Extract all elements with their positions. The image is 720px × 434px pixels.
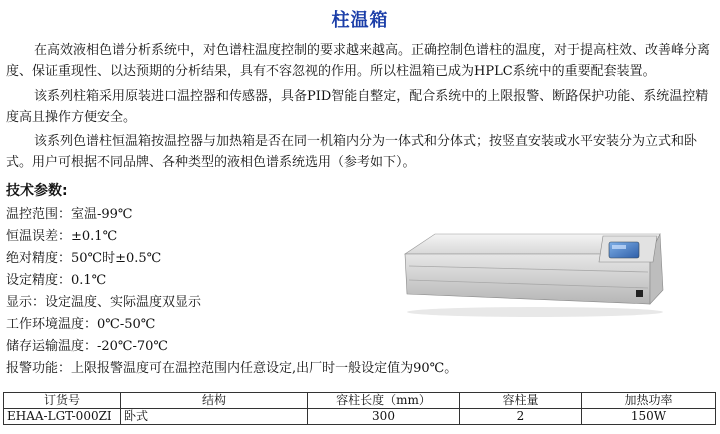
col-header-column-capacity: 容柱量: [460, 393, 582, 409]
table-header-row: [4, 393, 716, 409]
spec-operating-temp: 工作环境温度：0℃-50℃: [6, 317, 156, 332]
col-header-structure: 结构: [121, 393, 308, 409]
col-header-heating-power: 加热功率: [582, 393, 716, 409]
cell-heating-power: 150W: [582, 409, 716, 425]
spec-set-accuracy: 设定精度：0.1℃: [6, 273, 107, 288]
col-header-column-length: 容柱长度（mm）: [308, 393, 460, 409]
col-header-order-no: 订货号: [4, 393, 121, 409]
cell-column-capacity: 2: [460, 409, 582, 425]
table-row: [4, 409, 716, 425]
features-paragraph: 该系列柱箱采用原装进口温控器和传感器，具备PID智能自整定，配合系统中的上限报警、断路保护功能、系统温控精度高且操作方便安全。: [6, 89, 709, 125]
spec-temp-range: 温控范围：室温-99℃: [6, 207, 133, 222]
types-paragraph: 该系列色谱柱恒温箱按温控器与加热箱是否在同一机箱内分为一体式和分体式；按竖直安装或水平安装分为立式和卧式。用户可根据不同品牌、各种类型的液相色谱系统选用（参考如下）。: [6, 134, 698, 170]
spec-alarm: 报警功能：上限报警温度可在温控范围内任意设定,出厂时一般设定值为90℃。: [6, 361, 458, 376]
cell-column-length: 300: [308, 409, 460, 425]
tech-params-heading: 技术参数:: [6, 183, 68, 199]
order-table: [3, 392, 716, 425]
intro-paragraph: 在高效液相色谱分析系统中，对色谱柱温度控制的要求越来越高。正确控制色谱柱的温度，对于提高柱效、改善峰分离度、保证重现性、以达预期的分析结果，具有不容忽视的作用。所以柱温箱已成为HPLC系统中的重要配套装置。: [6, 43, 711, 79]
column-oven-image: [395, 232, 665, 322]
page-title: 柱温箱: [331, 10, 389, 31]
spec-absolute-accuracy: 绝对精度：50℃时±0.5℃: [6, 251, 162, 266]
spec-storage-temp: 储存运输温度：-20℃-70℃: [6, 339, 168, 354]
spec-display: 显示：设定温度、实际温度双显示: [6, 295, 202, 310]
spec-constant-error: 恒温误差：±0.1℃: [6, 229, 118, 244]
cell-structure: 卧式: [121, 409, 308, 425]
cell-order-no: EHAA-LGT-000ZI: [4, 409, 121, 425]
